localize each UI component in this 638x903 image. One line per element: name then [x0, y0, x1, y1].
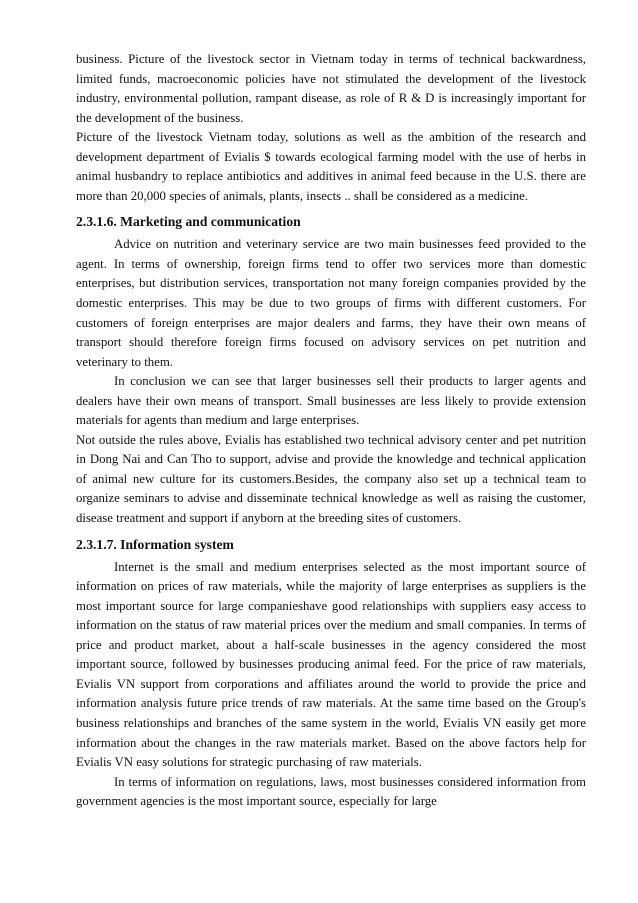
information-paragraph-1: Internet is the small and medium enterprises selected as the most important source of information on prices of raw materials, while the majority of large enterprises as suppliers is the most important source for large companieshave good relationships with suppliers easy access to information on the status of raw material prices over the medium and small companies. In terms of price and product market, about a half-scale businesses in the agency considered the most important source, followed by businesses producing animal feed. For the price of raw materials, Evialis VN support from corporations and affiliates around the world to provide the price and information analysis future price trends of raw materials. At the same time based on the Group's business relationships and branches of the same system in the world, Evialis VN easily get more information about the changes in the raw materials market. Based on the above factors help for Evialis VN easy solutions for strategic purchasing of raw materials.	[76, 559, 586, 770]
document-page	[76, 50, 586, 812]
marketing-paragraph-3: Not outside the rules above, Evialis has established two technical advisory center and pet nutrition in Dong Nai and Can Tho to support, advise and provide the knowledge and technical application of animal new culture for its customers.Besides, the company also set up a technical team to organize seminars to advise and disseminate technical knowledge as well as raising the customer, disease treatment and support if anyborn at the breeding sites of customers.	[76, 432, 586, 526]
information-paragraph-2: In terms of information on regulations, laws, most businesses considered information from government agencies is the most important source, especially for large	[76, 774, 586, 809]
marketing-paragraph-2: In conclusion we can see that larger businesses sell their products to larger agents and dealers have their own means of transport. Small businesses are less likely to provide extension materials for agents than medium and large enterprises.	[76, 374, 586, 428]
section-heading-information: 2.3.1.7. Information system	[76, 536, 234, 552]
intro-paragraph-1: business. Picture of the livestock sector in Vietnam today in terms of technical backwardness, limited funds, macroeconomic policies have not stimulated the development of the livestock industry, environmental pollution, rampant disease, as role of R & D is increasingly important for the development of the business.	[76, 52, 586, 125]
marketing-paragraph-1: Advice on nutrition and veterinary service are two main businesses feed provided to the agent. In terms of ownership, foreign firms tend to offer two services more than domestic enterprises, but distribution services, transportation not many foreign companies provided by the domestic enterprises. This may be due to two groups of firms with different customers. For customers of foreign enterprises are major dealers and farms, they have their own means of transport should therefore foreign firms focused on advisory services on pet nutrition and veterinary to them.	[76, 237, 586, 369]
section-heading-marketing: 2.3.1.6. Marketing and communication	[76, 214, 301, 230]
intro-paragraph-2: Picture of the livestock Vietnam today, solutions as well as the ambition of the research and development department of Evialis $ towards ecological farming model with the use of herbs in animal husbandry to replace antibiotics and additives in animal feed because in the U.S. there are more than 20,000 species of animals, plants, insects .. shall be considered as a medicine.	[76, 130, 586, 203]
